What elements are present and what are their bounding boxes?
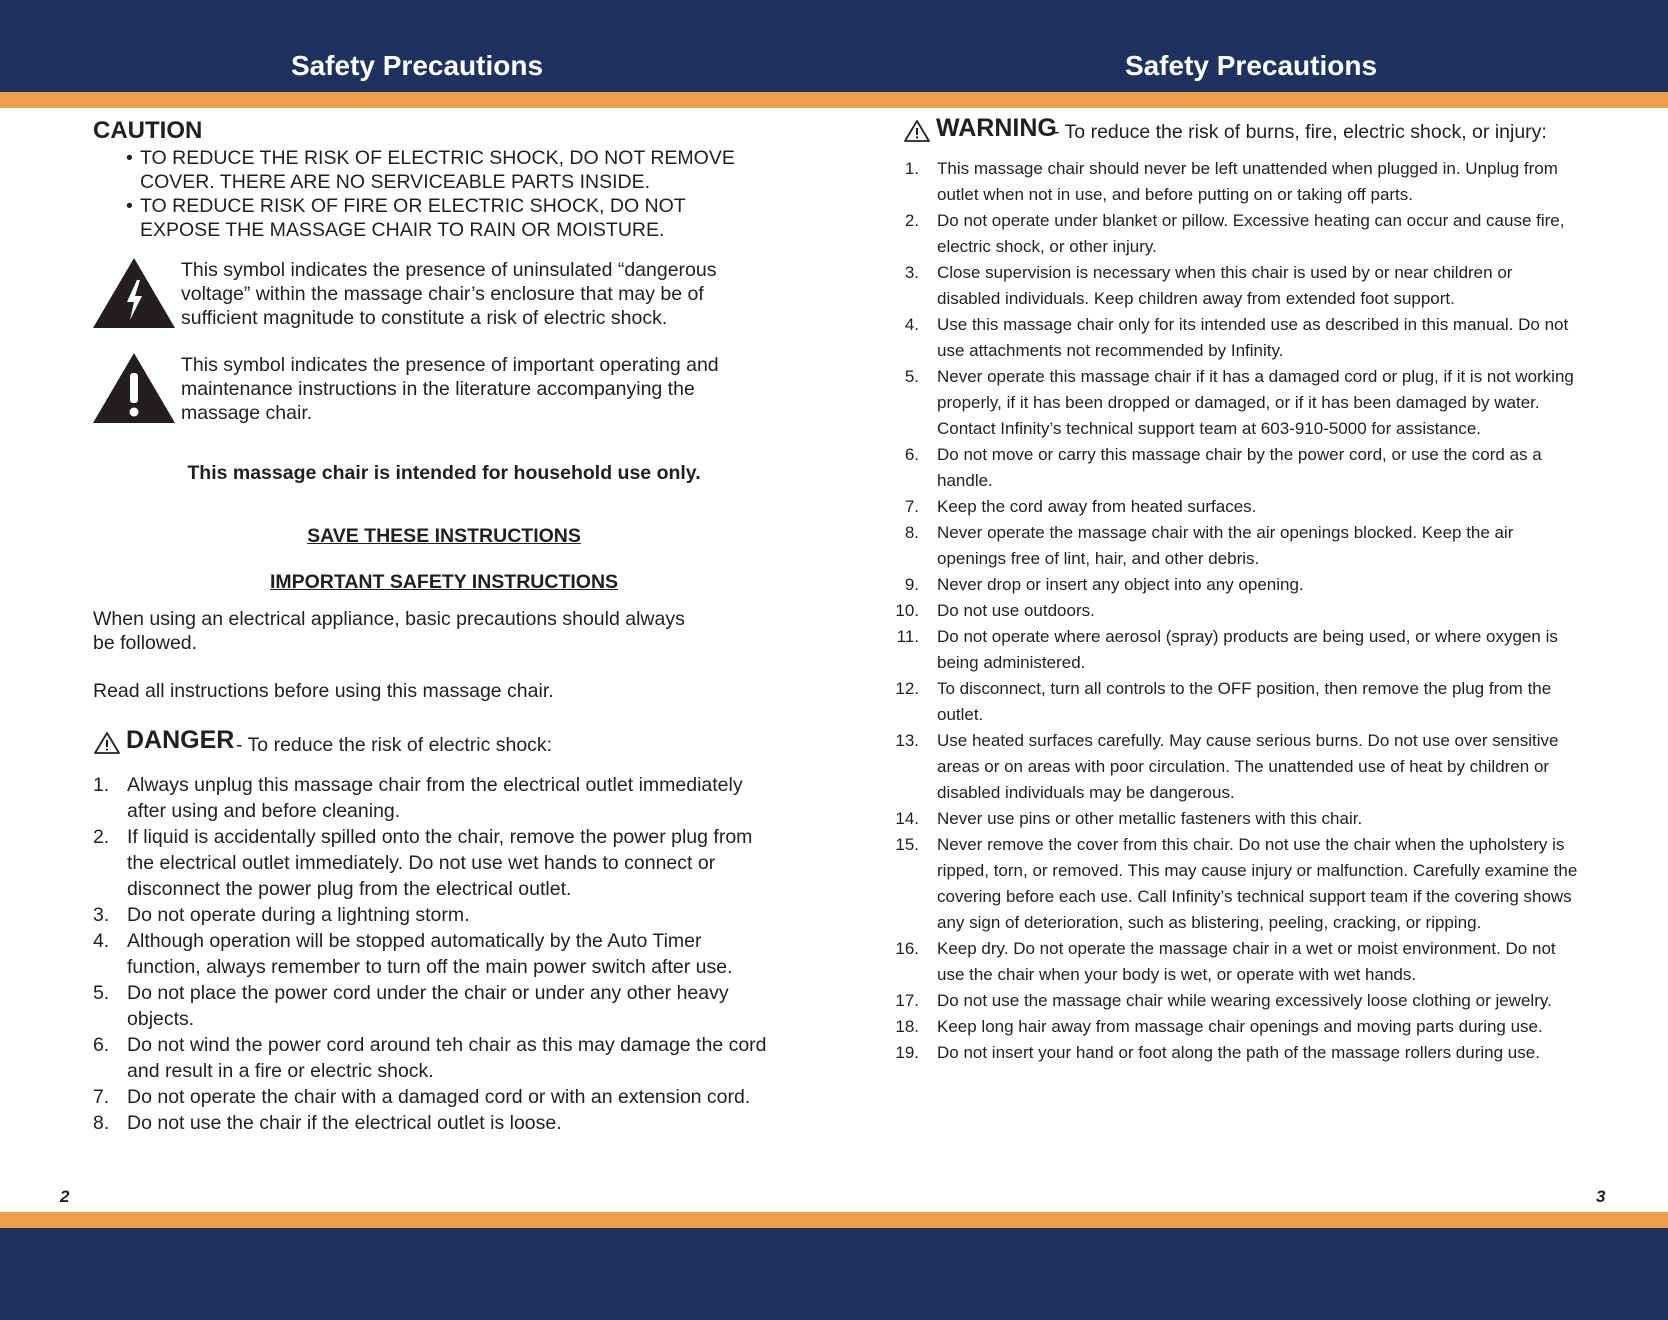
household-use-note: This massage chair is intended for household use only. [187,462,701,484]
item-number: 7. [904,497,919,516]
item-text: Do not operate the chair with a damaged cord or with an extension cord. [127,1086,751,1108]
item-text: Never operate the massage chair with the air openings blocked. Keep the air openings free of lint, hair, and other debris. [937,523,1514,568]
exclamation-warning-icon [93,353,175,423]
item-text: Always unplug this massage chair from the electrical outlet immediately after using and before cleaning. [127,774,743,822]
item-number: 11. [896,627,919,646]
item-number: 9. [904,575,919,594]
caution-list [126,146,766,242]
item-text: This massage chair should never be left unattended when plugged in. Unplug from outlet when not in use, and before putting on or taking off parts. [937,159,1558,204]
list-item [93,1110,773,1136]
item-text: Do not wind the power cord around teh chair as this may damage the cord and result in a fire or electric shock. [127,1034,767,1082]
list-item [880,1014,1580,1040]
item-number: 4. [93,930,110,952]
item-number: 14. [895,809,919,828]
list-item [880,936,1580,988]
item-text: Do not place the power cord under the chair or under any other heavy objects. [127,982,729,1030]
list-item [880,624,1580,676]
alert-triangle-icon [93,731,121,755]
list-item [880,364,1580,442]
list-item [880,312,1580,364]
item-text: Do not operate during a lightning storm. [127,904,470,926]
item-number: 17. [895,991,919,1010]
item-text: Do not insert your hand or foot along the path of the massage rollers during use. [937,1043,1540,1062]
item-number: 15. [895,835,919,854]
list-item [880,728,1580,806]
item-text: Do not operate where aerosol (spray) products are being used, or where oxygen is being administered. [937,627,1558,672]
item-text: Keep long hair away from massage chair openings and moving parts during use. [937,1017,1543,1036]
item-text: Keep dry. Do not operate the massage chair in a wet or moist environment. Do not use the chair when your body is wet, or operate with wet hands. [937,939,1556,984]
item-text: Never drop or insert any object into any opening. [937,575,1304,594]
list-item [93,1032,773,1084]
item-number: 5. [93,982,110,1004]
item-number: 7. [93,1086,110,1108]
page-number-right: 3 [1596,1187,1606,1206]
item-text: Use heated surfaces carefully. May cause serious burns. Do not use over sensitive areas or on areas with poor circulation. The unattended use of heat by children or disabled individuals may be dangerous. [937,731,1559,802]
item-number: 10. [895,601,919,620]
caution-heading: CAUTION [93,117,203,144]
item-number: 8. [93,1112,110,1134]
list-item [93,772,773,824]
left-page-title: Safety Precautions [290,50,544,81]
list-item [880,260,1580,312]
caution-item: • TO REDUCE RISK OF FIRE OR ELECTRIC SHOCK, DO NOT EXPOSE THE MASSAGE CHAIR TO RAIN OR MOISTURE. [126,194,766,242]
save-instructions-heading: SAVE THESE INSTRUCTIONS [307,525,581,547]
danger-list [93,772,773,1136]
item-text: Do not use outdoors. [937,601,1095,620]
item-text: Do not use the chair if the electrical outlet is loose. [127,1112,562,1134]
item-number: 12. [895,679,919,698]
item-number: 5. [904,367,919,386]
item-number: 1. [904,159,919,178]
list-item [93,824,773,902]
list-item [93,902,773,928]
footer-band [0,1228,1668,1320]
precautions-intro: When using an electrical appliance, basic precautions should always be followed. [93,608,685,654]
list-item [880,598,1580,624]
item-text: Keep the cord away from heated surfaces. [937,497,1257,516]
item-number: 6. [93,1034,110,1056]
item-text: Never operate this massage chair if it has a damaged cord or plug, if it is not working properly, if it has been dropped or damaged, or if it has been damaged by water. Contact Infinity’s technical support team at 603-910-5000 for assistance. [937,367,1574,438]
item-text: If liquid is accidentally spilled onto the chair, remove the power plug from the electrical outlet immediately. Do not use wet hands to connect or disconnect the power plug from the electrical outlet. [127,826,753,900]
alert-triangle-icon [903,119,931,143]
list-item [93,1084,773,1110]
list-item [880,806,1580,832]
list-item [880,988,1580,1014]
item-text: Close supervision is necessary when this chair is used by or near children or disabled individuals. Keep children away from extended foot support. [937,263,1513,308]
item-number: 1. [93,774,110,796]
item-number: 2. [904,211,919,230]
important-safety-instructions-heading: IMPORTANT SAFETY INSTRUCTIONS [269,571,619,593]
list-item [880,494,1580,520]
item-text: Do not use the massage chair while wearing excessively loose clothing or jewelry. [937,991,1552,1010]
page-number-left: 2 [60,1187,70,1206]
item-number: 2. [93,826,110,848]
caution-item: • TO REDUCE THE RISK OF ELECTRIC SHOCK, DO NOT REMOVE COVER. THERE ARE NO SERVICEABLE PARTS INSIDE. [126,146,766,194]
warning-label: WARNING [936,114,1057,142]
item-number: 16. [895,939,919,958]
item-text: Although operation will be stopped automatically by the Auto Timer function, always remember to turn off the main power switch after use. [127,930,733,978]
list-item [880,1040,1580,1066]
item-text: Never remove the cover from this chair. Do not use the chair when the upholstery is ripped, torn, or removed. This may cause injury or malfunction. Carefully examine the covering before each use. Call Infinity’s technical support team if the covering shows any sign of deterioration, such as blistering, peeling, cracking, or ripping. [937,835,1578,932]
danger-label: DANGER [126,726,235,754]
item-text: To disconnect, turn all controls to the OFF position, then remove the plug from the outlet. [937,679,1552,724]
read-instructions-note: Read all instructions before using this massage chair. [93,680,554,702]
item-text: Use this massage chair only for its intended use as described in this manual. Do not use attachments not recommended by Infinity. [937,315,1569,360]
warning-subtitle: - To reduce the risk of burns, fire, electric shock, or injury: [1053,121,1547,143]
item-number: 4. [904,315,919,334]
list-item [880,442,1580,494]
list-item [880,572,1580,598]
item-number: 6. [904,445,919,464]
item-number: 8. [904,523,919,542]
list-item [880,832,1580,936]
item-number: 13. [895,731,919,750]
danger-subtitle: - To reduce the risk of electric shock: [236,734,553,756]
lightning-warning-icon [93,258,175,328]
list-item [93,928,773,980]
list-item [93,980,773,1032]
list-item [880,676,1580,728]
item-number: 18. [895,1017,919,1036]
item-number: 19. [895,1043,919,1062]
list-item [880,156,1580,208]
item-number: 3. [93,904,110,926]
warning-list [880,156,1580,1066]
item-text: Do not move or carry this massage chair by the power cord, or use the cord as a handle. [937,445,1542,490]
item-number: 3. [904,263,919,282]
exclamation-symbol-text: This symbol indicates the presence of important operating and maintenance instructions in the literature accompanying the massage chair. [181,354,719,424]
right-page-title: Safety Precautions [1124,50,1378,81]
footer-accent-stripe [0,1212,1668,1228]
item-text: Do not operate under blanket or pillow. Excessive heating can occur and cause fire, electric shock, or other injury. [937,211,1565,256]
lightning-symbol-text: This symbol indicates the presence of uninsulated “dangerous voltage” within the massage chair’s enclosure that may be of sufficient magnitude to constitute a risk of electric shock. [181,259,717,329]
list-item [880,520,1580,572]
list-item [880,208,1580,260]
item-text: Never use pins or other metallic fasteners with this chair. [937,809,1363,828]
header-accent-stripe [0,92,1668,108]
